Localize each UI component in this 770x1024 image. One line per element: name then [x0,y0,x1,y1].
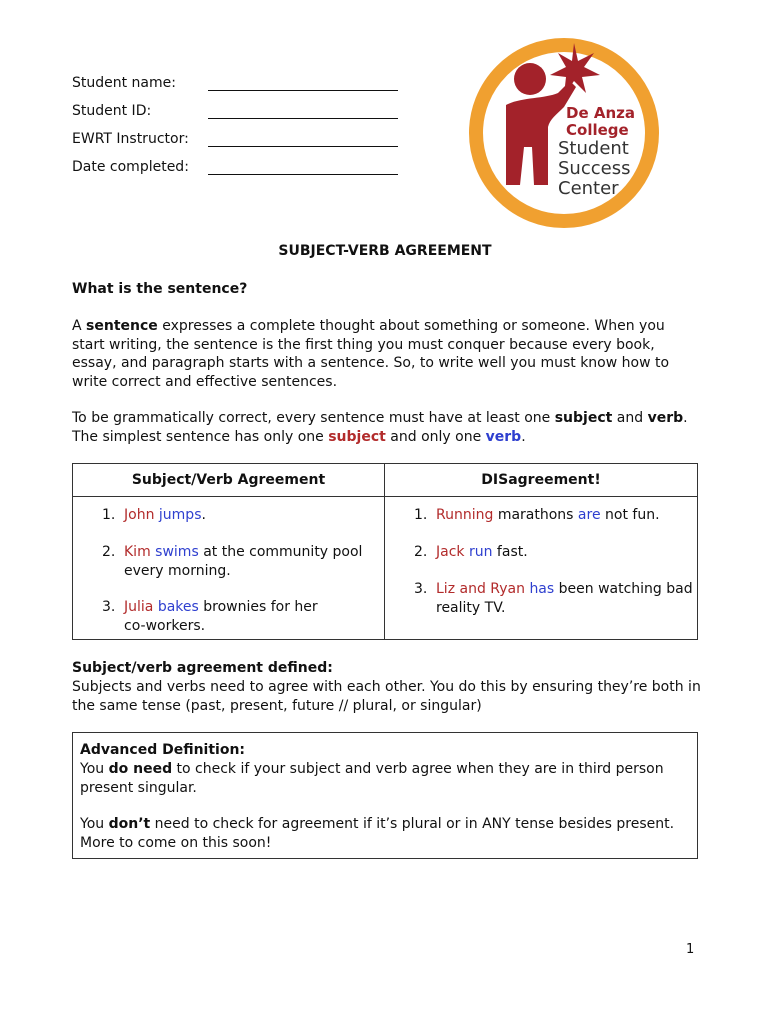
subject-word: Running [436,507,494,523]
verb-word: jumps [158,507,202,523]
student-id-blank[interactable] [208,118,398,119]
student-name-label: Student name: [72,75,176,91]
logo-line-center: Center [558,178,619,199]
text: to check if your subject and verb agree when they are in third person present singular. [80,761,664,796]
verb-keyword: verb [647,410,684,426]
text: . [201,507,206,523]
verb-word: swims [155,544,199,560]
table-column-divider [384,464,385,639]
sentence-keyword: sentence [86,318,158,334]
sentence-definition-paragraph [72,317,698,391]
verb-word: are [577,507,601,523]
verb-word: bakes [157,599,199,615]
text: expresses a complete thought about something or someone. When you start writing, the sentence is the first thing you must conquer because every book, essay, and paragraph starts with a sentence. So, to write well you must know how to write correct and effective sentences. [72,318,670,390]
advanced-paragraph-1 [80,760,680,797]
logo-line-success: Success [558,158,631,179]
disagreement-column-header: DISagreement! [481,472,601,488]
text: reality TV. [436,599,506,616]
text: not fun. [600,507,660,523]
text: and only one [385,428,486,445]
instructor-label: EWRT Instructor: [72,131,189,147]
de-anza-logo [466,35,662,231]
text: need to check for agreement if it’s plural or in ANY tense besides present. More to come on this soon! [80,816,675,851]
advanced-paragraph-2 [80,815,694,852]
agreement-defined-text: Subjects and verbs need to agree with each other. You do this by ensuring they’re both in the same tense (past, present, future // plural, or singular) [72,679,701,714]
agreement-defined-heading: Subject/verb agreement defined: [72,660,333,676]
verb-word: run [468,544,493,560]
text: marathons [493,507,578,523]
subject-keyword: subject [554,410,613,426]
text: fast. [492,544,528,560]
text: To be grammatically correct, every sentence must have at least one [72,410,555,426]
student-id-label: Student ID: [72,103,152,119]
text: You [80,816,109,832]
verb-keyword-blue: verb [485,428,522,445]
table-header-divider [73,496,697,497]
text: every morning. [124,562,231,579]
dont-emphasis: don’t [108,816,151,832]
subject-word: John [124,507,155,523]
item-number: 1. [414,507,428,523]
section-heading-sentence: What is the sentence? [72,281,248,297]
page-title: SUBJECT-VERB AGREEMENT [278,243,492,259]
item-number: 2. [102,544,116,560]
item-number: 3. [414,581,428,597]
text: been watching bad [554,581,693,597]
subject-keyword-red: subject [328,428,386,445]
text: co-workers. [124,617,206,634]
agree-example-3 [102,598,382,638]
logo-line-college: College [566,121,629,139]
examples-table [72,463,698,640]
agreement-column-header: Subject/Verb Agreement [131,472,326,488]
text: brownies for her [198,599,318,615]
text: and [612,410,648,426]
logo-line-de-anza: De Anza [566,104,635,122]
date-completed-label: Date completed: [72,159,189,175]
agree-example-2 [102,543,382,583]
text: You [80,761,109,777]
item-number: 2. [414,544,428,560]
disagree-example-3 [414,580,694,620]
subject-word: Julia [124,599,154,615]
text: at the community pool [198,544,363,560]
do-need-emphasis: do need [108,761,173,777]
grammar-paragraph [72,409,698,446]
text: A [72,318,87,334]
subject-word: Kim [124,544,151,560]
date-completed-blank[interactable] [208,174,398,175]
subject-word: Jack [436,544,465,560]
verb-word: has [529,581,555,597]
instructor-blank[interactable] [208,146,398,147]
item-number: 1. [102,507,116,523]
advanced-definition-heading: Advanced Definition: [80,742,246,758]
text: . The simplest sentence has only one [72,410,688,445]
advanced-definition-box [72,732,698,859]
logo-line-student: Student [558,138,629,159]
student-name-blank[interactable] [208,90,398,91]
page-number: 1 [686,942,695,957]
subject-word: Liz and Ryan [436,581,525,597]
text: . [521,428,526,445]
item-number: 3. [102,599,116,615]
